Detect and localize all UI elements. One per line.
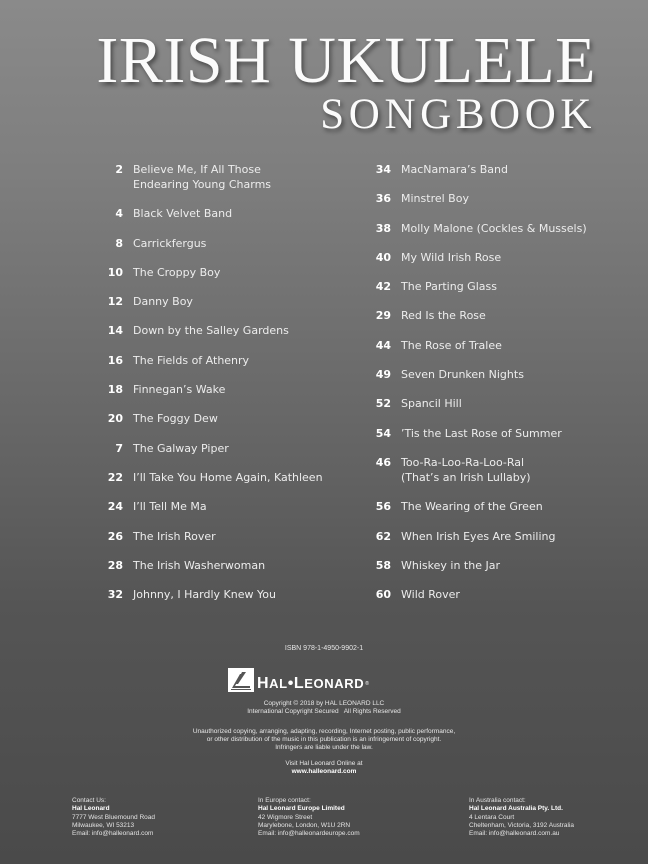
- song-title: The Croppy Boy: [133, 265, 221, 279]
- page-number: 22: [107, 470, 123, 484]
- song-title: Minstrel Boy: [401, 192, 469, 206]
- song-entry[interactable]: [364, 221, 634, 236]
- song-title: The Irish Rover: [133, 529, 216, 543]
- page-number: 40: [375, 250, 391, 264]
- page-number: 60: [375, 588, 391, 602]
- song-title: I’ll Tell Me Ma: [133, 500, 207, 514]
- song-entry[interactable]: [96, 162, 356, 192]
- song-title: Seven Drunken Nights: [401, 368, 524, 382]
- song-entry[interactable]: [96, 499, 356, 514]
- page-number: 29: [375, 309, 391, 323]
- song-title: Red Is the Rose: [401, 309, 486, 323]
- song-entry[interactable]: [96, 411, 356, 426]
- page-number: 62: [375, 529, 391, 543]
- song-title: Johnny, I Hardly Knew You: [133, 588, 276, 602]
- contact-europe: In Europe contact: Hal Leonard Europe Limited 42 Wigmore Street Marylebone, London, W1U 2RN Email: info@halleonardeurope.com: [258, 797, 360, 838]
- song-entry[interactable]: [96, 323, 356, 338]
- page-number: 2: [115, 163, 123, 176]
- page-number: 14: [107, 324, 123, 338]
- song-title: Black Velvet Band: [133, 207, 233, 221]
- song-entry[interactable]: [96, 353, 356, 368]
- website-link[interactable]: www.halleonard.com: [291, 768, 357, 776]
- song-entry[interactable]: [364, 279, 634, 294]
- page-number: 32: [107, 588, 123, 602]
- song-entry[interactable]: [364, 191, 634, 206]
- page-number: 46: [375, 455, 391, 469]
- song-entry[interactable]: [96, 294, 356, 309]
- page-number: 56: [375, 500, 391, 514]
- song-title: Molly Malone (Cockles & Mussels): [401, 221, 587, 235]
- page-number: 54: [375, 426, 391, 440]
- song-title: The Fields of Athenry: [133, 353, 250, 367]
- copyright-notice: Copyright © 2018 by HAL LEONARD LLC International Copyright Secured All Rights Reserved: [247, 700, 401, 716]
- page-number: 24: [107, 500, 123, 514]
- song-title: Carrickfergus: [133, 236, 207, 250]
- song-entry[interactable]: [364, 367, 634, 382]
- song-entry[interactable]: [96, 382, 356, 397]
- song-entry[interactable]: [364, 250, 634, 265]
- song-title: Too-Ra-Loo-Ra-Loo-Ral (That’s an Irish Lullaby): [401, 455, 531, 484]
- song-title: MacNamara’s Band: [401, 163, 508, 176]
- book-subtitle: SONGBOOK: [320, 91, 596, 138]
- song-entry[interactable]: [364, 455, 634, 485]
- contact-email[interactable]: Email: info@halleonard.com.au: [469, 830, 560, 838]
- song-entry[interactable]: [364, 162, 634, 177]
- song-title: Wild Rover: [401, 588, 460, 602]
- page-number: 38: [375, 221, 391, 235]
- hal-leonard-logo-mark-icon: [228, 668, 254, 692]
- song-entry[interactable]: [364, 396, 634, 411]
- song-entry[interactable]: [364, 338, 634, 353]
- song-entry[interactable]: [364, 499, 634, 514]
- page-number: 28: [107, 558, 123, 572]
- song-entry[interactable]: [364, 558, 634, 573]
- song-title: ’Tis the Last Rose of Summer: [401, 426, 562, 440]
- page-number: 49: [375, 368, 391, 382]
- contact-us: Contact Us: Hal Leonard 7777 West Bluemound Road Milwaukee, WI 53213 Email: info@halleonard.com: [72, 797, 155, 838]
- page-number: 7: [115, 441, 123, 455]
- song-title: My Wild Irish Rose: [401, 250, 502, 264]
- page-number: 10: [107, 265, 123, 279]
- website-info: Visit Hal Leonard Online at www.halleonard.com: [0, 760, 648, 776]
- song-entry[interactable]: [364, 587, 634, 602]
- page-number: 8: [115, 236, 123, 250]
- song-title: The Galway Piper: [133, 441, 229, 455]
- song-title: Finnegan’s Wake: [133, 383, 226, 397]
- song-title: Down by the Salley Gardens: [133, 324, 289, 338]
- song-entry[interactable]: [364, 426, 634, 441]
- song-entry[interactable]: [96, 206, 356, 221]
- song-title: The Irish Washerwoman: [133, 558, 266, 572]
- song-title: Believe Me, If All Those Endearing Young Charms: [133, 163, 272, 191]
- page-number: 36: [375, 192, 391, 206]
- page-number: 34: [375, 163, 391, 176]
- contact-email[interactable]: Email: info@halleonard.com: [72, 830, 154, 838]
- song-entry[interactable]: [96, 470, 356, 485]
- hal-leonard-wordmark: H AL • L EONARD ®: [257, 675, 370, 692]
- page-number: 18: [107, 383, 123, 397]
- page-number: 58: [375, 558, 391, 572]
- page-number: 42: [375, 280, 391, 294]
- song-entry[interactable]: [96, 236, 356, 251]
- song-title: The Parting Glass: [401, 280, 497, 294]
- contact-email[interactable]: Email: info@halleonardeurope.com: [258, 830, 360, 838]
- song-entry[interactable]: [96, 265, 356, 280]
- isbn: ISBN 978-1-4950-9902-1: [284, 645, 364, 652]
- page-number: 44: [375, 338, 391, 352]
- song-title: Whiskey in the Jar: [401, 558, 500, 572]
- song-title: The Rose of Tralee: [401, 338, 502, 352]
- song-entry[interactable]: [364, 308, 634, 323]
- contact-australia: In Australia contact: Hal Leonard Australia Pty. Ltd. 4 Lentara Court Cheltenham, Victoria, 3192 Australia Email: info@halleonard.com.au: [469, 797, 575, 838]
- song-entry[interactable]: [96, 441, 356, 456]
- page-number: 4: [115, 207, 123, 221]
- song-entry[interactable]: [96, 529, 356, 544]
- song-title: The Wearing of the Green: [401, 500, 543, 514]
- page-number: 52: [375, 397, 391, 411]
- song-title: Spancil Hill: [401, 397, 462, 411]
- song-title: I’ll Take You Home Again, Kathleen: [133, 470, 323, 484]
- song-entry[interactable]: [364, 529, 634, 544]
- hal-leonard-logo: [228, 666, 370, 692]
- page-number: 12: [107, 295, 123, 309]
- page-number: 26: [107, 529, 123, 543]
- contents-column-left: [96, 162, 356, 616]
- contents-column-right: [364, 162, 634, 616]
- song-title: Danny Boy: [133, 295, 193, 309]
- book-title: IRISH UKULELE: [96, 24, 596, 97]
- song-title: When Irish Eyes Are Smiling: [401, 529, 556, 543]
- song-entry[interactable]: [96, 558, 356, 573]
- page-number: 20: [107, 412, 123, 426]
- song-title: The Foggy Dew: [133, 412, 218, 426]
- copyright-warning: Unauthorized copying, arranging, adapting, recording, Internet posting, public performance, or other distribution of the music in this publication is an infringement of copyright. Infringers are liable under the law.: [192, 728, 456, 752]
- page-number: 16: [107, 353, 123, 367]
- song-entry[interactable]: [96, 587, 356, 602]
